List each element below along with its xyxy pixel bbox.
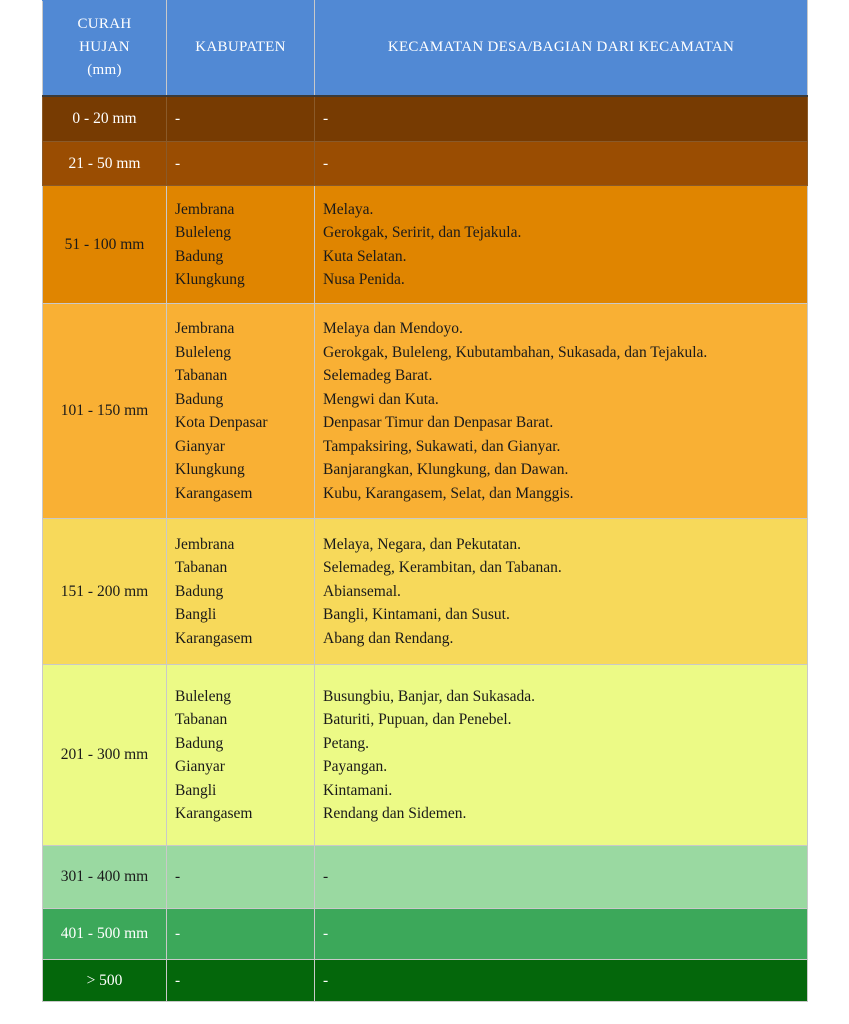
kecamatan-cell xyxy=(315,142,808,186)
kecamatan-entry: - xyxy=(323,109,329,127)
kabupaten-entry: Karangasem xyxy=(175,805,253,822)
table-row xyxy=(43,665,808,846)
kecamatan-cell xyxy=(315,519,808,665)
header-curah-line2: HUJAN xyxy=(79,39,130,56)
kabupaten-entry: Buleleng xyxy=(175,687,231,705)
header-kabupaten: KABUPATEN xyxy=(167,1,315,96)
kecamatan-entry: - xyxy=(323,154,329,172)
kabupaten-entry: Klungkung xyxy=(175,271,245,288)
kecamatan-cell xyxy=(315,96,808,142)
kecamatan-cell xyxy=(315,909,808,960)
kabupaten-entry: - xyxy=(175,925,181,942)
kabupaten-entry: - xyxy=(175,971,181,989)
kabupaten-cell xyxy=(167,519,315,665)
kabupaten-cell xyxy=(167,846,315,909)
header-curah-line3: (mm) xyxy=(87,62,122,79)
rainfall-table xyxy=(42,0,808,1002)
header-row xyxy=(43,1,808,96)
table-row xyxy=(43,186,808,304)
kecamatan-cell xyxy=(315,846,808,909)
kecamatan-entry: Kintamani. xyxy=(323,781,393,799)
kabupaten-entry: Badung xyxy=(175,247,224,265)
kabupaten-cell xyxy=(167,186,315,304)
kecamatan-entry: Tampaksiring, Sukawati, dan Gianyar. xyxy=(323,437,561,455)
table-row xyxy=(43,519,808,665)
kabupaten-entry: Jembrana xyxy=(175,200,235,218)
kecamatan-entry: Kubu, Karangasem, Selat, dan Manggis. xyxy=(323,484,574,502)
kabupaten-entry: Tabanan xyxy=(175,559,228,577)
kecamatan-entry: Petang. xyxy=(323,734,370,752)
rainfall-range-cell: 401 - 500 mm xyxy=(43,909,167,960)
kecamatan-entry: Denpasar Timur dan Denpasar Barat. xyxy=(323,414,554,431)
kecamatan-cell xyxy=(315,960,808,1002)
kecamatan-entry: Selemadeg Barat. xyxy=(323,367,433,384)
kecamatan-entry: - xyxy=(323,971,329,989)
rainfall-range-cell: 101 - 150 mm xyxy=(43,304,167,519)
kabupaten-entry: - xyxy=(175,109,181,127)
kecamatan-cell xyxy=(315,665,808,846)
kabupaten-entry: Karangasem xyxy=(175,484,253,502)
kabupaten-entry: Bangli xyxy=(175,606,217,624)
kecamatan-entry: Nusa Penida. xyxy=(323,271,405,288)
kecamatan-entry: Baturiti, Pupuan, dan Penebel. xyxy=(323,711,512,728)
table-row xyxy=(43,909,808,960)
kecamatan-entry: Abang dan Rendang. xyxy=(323,629,454,647)
table-row xyxy=(43,142,808,186)
kabupaten-entry: Tabanan xyxy=(175,711,228,728)
kecamatan-entry: Gerokgak, Seririt, dan Tejakula. xyxy=(323,224,522,241)
table-row xyxy=(43,304,808,519)
kabupaten-entry: Tabanan xyxy=(175,367,228,384)
kabupaten-cell xyxy=(167,909,315,960)
kecamatan-entry: Mengwi dan Kuta. xyxy=(323,390,439,408)
rainfall-range-cell: > 500 xyxy=(43,960,167,1002)
kabupaten-entry: Klungkung xyxy=(175,461,245,478)
header-curah-hujan xyxy=(43,1,167,96)
rainfall-range-cell: 51 - 100 mm xyxy=(43,186,167,304)
kecamatan-entry: Selemadeg, Kerambitan, dan Tabanan. xyxy=(323,559,562,577)
kecamatan-entry: Bangli, Kintamani, dan Susut. xyxy=(323,606,510,624)
kecamatan-entry: Melaya, Negara, dan Pekutatan. xyxy=(323,535,521,553)
kabupaten-entry: Gianyar xyxy=(175,758,225,775)
kabupaten-entry: Jembrana xyxy=(175,535,235,553)
kabupaten-cell xyxy=(167,960,315,1002)
kecamatan-entry: Busungbiu, Banjar, dan Sukasada. xyxy=(323,687,536,705)
kabupaten-entry: Badung xyxy=(175,734,224,752)
header-curah-line1: CURAH xyxy=(77,16,132,33)
kabupaten-cell xyxy=(167,96,315,142)
kecamatan-entry: Rendang dan Sidemen. xyxy=(323,805,467,822)
rainfall-range-cell: 301 - 400 mm xyxy=(43,846,167,909)
kabupaten-entry: Karangasem xyxy=(175,629,253,647)
kabupaten-entry: Gianyar xyxy=(175,437,225,455)
kecamatan-entry: - xyxy=(323,925,329,942)
kecamatan-cell xyxy=(315,186,808,304)
kecamatan-entry: Kuta Selatan. xyxy=(323,247,407,265)
kabupaten-entry: Jembrana xyxy=(175,320,235,337)
rainfall-range-cell: 201 - 300 mm xyxy=(43,665,167,846)
header-kecamatan: KECAMATAN DESA/BAGIAN DARI KECAMATAN xyxy=(315,1,808,96)
kecamatan-entry: Payangan. xyxy=(323,758,388,775)
table-row xyxy=(43,96,808,142)
rainfall-range-cell: 21 - 50 mm xyxy=(43,142,167,186)
kabupaten-cell xyxy=(167,665,315,846)
kabupaten-cell xyxy=(167,142,315,186)
rainfall-range-cell: 151 - 200 mm xyxy=(43,519,167,665)
rainfall-range-cell: 0 - 20 mm xyxy=(43,96,167,142)
kecamatan-entry: Abiansemal. xyxy=(323,582,401,600)
kecamatan-entry: - xyxy=(323,868,329,885)
kecamatan-entry: Banjarangkan, Klungkung, dan Dawan. xyxy=(323,461,569,478)
kecamatan-entry: Gerokgak, Buleleng, Kubutambahan, Sukasada, dan Tejakula. xyxy=(323,343,708,361)
kabupaten-entry: Bangli xyxy=(175,781,217,799)
kabupaten-entry: - xyxy=(175,154,181,172)
table-body xyxy=(43,96,808,1002)
kabupaten-entry: Buleleng xyxy=(175,224,231,241)
kabupaten-entry: Badung xyxy=(175,390,224,408)
kabupaten-entry: Badung xyxy=(175,582,224,600)
table-row xyxy=(43,846,808,909)
kabupaten-cell xyxy=(167,304,315,519)
kecamatan-entry: Melaya. xyxy=(323,200,374,218)
kabupaten-entry: - xyxy=(175,868,181,885)
kecamatan-cell xyxy=(315,304,808,519)
table-row xyxy=(43,960,808,1002)
kabupaten-entry: Buleleng xyxy=(175,343,231,361)
kabupaten-entry: Kota Denpasar xyxy=(175,414,268,431)
kecamatan-entry: Melaya dan Mendoyo. xyxy=(323,320,463,337)
